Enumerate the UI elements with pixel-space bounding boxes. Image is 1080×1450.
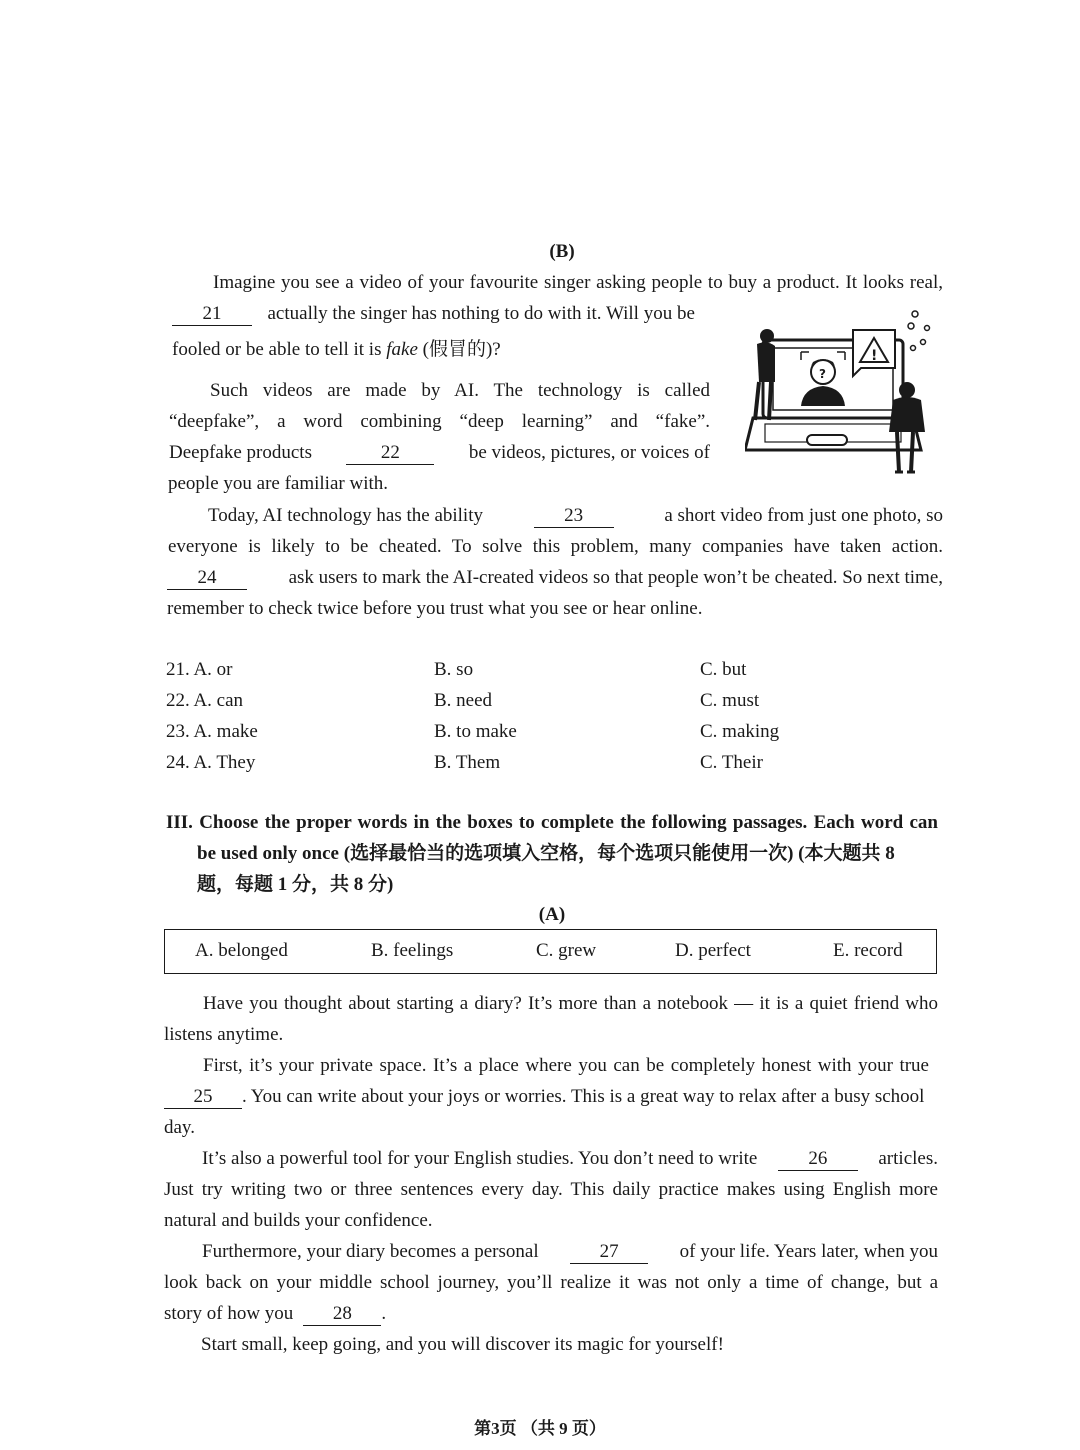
passage-text-italic: fake [386,339,418,360]
blank-25[interactable]: 25 [164,1086,242,1109]
blank-23[interactable]: 23 [534,505,614,528]
passage-a-line [202,1236,938,1267]
passage-text: be videos, pictures, or voices of [468,442,710,463]
passage-text: fooled or be able to tell it is [172,339,382,360]
part3-instruction-line: be used only once (选择最恰当的选项填入空格，每个选项只能使用一次) (本大题共 8 [197,843,895,864]
passage-b-line [172,334,501,365]
passage-a-line [164,1298,386,1329]
passage-text: articles. [878,1148,938,1169]
option-24-a[interactable]: 24. A. They [166,752,256,773]
passage-text: ask users to mark the AI-created videos so that people won’t be cheated. So next time, [288,567,943,588]
section-a-heading: (A) [538,904,566,925]
passage-b-line: remember to check twice before you trust what you see or hear online. [167,598,703,619]
passage-text: . You can write about your joys or worries. This is a great way to relax after a busy school [242,1086,925,1107]
word-option-b[interactable]: B. feelings [371,940,454,961]
word-option-e[interactable]: E. record [833,940,903,961]
passage-a-line: natural and builds your confidence. [164,1210,433,1231]
option-21-b[interactable]: B. so [434,659,474,680]
option-22-a[interactable]: 22. A. can [166,690,244,711]
passage-text: Furthermore, your diary becomes a personal [202,1241,539,1262]
option-24-c[interactable]: C. Their [700,752,763,773]
blank-21[interactable]: 21 [172,303,252,326]
passage-b-line [172,298,712,329]
option-22-c[interactable]: C. must [700,690,760,711]
passage-b-line: everyone is likely to be cheated. To solve this problem, many companies have taken action. [168,536,943,557]
svg-text:?: ? [819,367,826,381]
option-22-b[interactable]: B. need [434,690,493,711]
passage-b-line [169,437,710,468]
passage-b-line: “deepfake”, a word combining “deep learning” and “fake”. [169,411,710,432]
passage-a-line [164,1081,938,1112]
passage-a-line: day. [164,1117,195,1138]
part3-instruction-line: 题，每题 1 分，共 8 分) [197,874,394,895]
passage-a-line: listens anytime. [164,1024,284,1045]
passage-text: It’s also a powerful tool for your English studies. You don’t need to write [202,1148,758,1169]
blank-26[interactable]: 26 [778,1148,858,1171]
option-21-a[interactable]: 21. A. or [166,659,233,680]
section-b-heading: (B) [549,241,575,262]
deepfake-illustration [745,300,945,480]
passage-b-line: people you are familiar with. [168,473,389,494]
passage-b-line [167,562,943,593]
word-option-c[interactable]: C. grew [536,940,597,961]
passage-text: Today, AI technology has the ability [208,505,483,526]
word-option-a[interactable]: A. belonged [195,940,288,961]
passage-a-line: Just try writing two or three sentences every day. This daily practice makes using English more [164,1179,938,1200]
part3-instruction-line: III. Choose the proper words in the boxes to complete the following passages. Each word can [166,812,938,833]
passage-b-line: Such videos are made by AI. The technology is called [210,380,710,401]
passage-a-line: Start small, keep going, and you will discover its magic for yourself! [201,1334,724,1355]
passage-text: (假冒的)? [422,339,501,360]
word-option-d[interactable]: D. perfect [675,940,751,961]
blank-22[interactable]: 22 [346,442,434,465]
passage-text: story of how you [164,1303,294,1324]
svg-text:!: ! [871,348,878,364]
option-23-a[interactable]: 23. A. make [166,721,258,742]
passage-text: Deepfake products [169,442,312,463]
blank-27[interactable]: 27 [570,1241,648,1264]
passage-text: of your life. Years later, when you [679,1241,938,1262]
blank-28[interactable]: 28 [303,1303,381,1326]
passage-b-line: Imagine you see a video of your favourite singer asking people to buy a product. It looks real, [213,272,943,293]
passage-text: actually the singer has nothing to do with it. Will you be [267,303,695,324]
page-number: 第3页 （共 9 页） [474,1419,606,1438]
passage-text: a short video from just one photo, so [664,505,943,526]
option-24-b[interactable]: B. Them [434,752,501,773]
option-23-b[interactable]: B. to make [434,721,517,742]
blank-24[interactable]: 24 [167,567,247,590]
passage-b-line [208,500,943,531]
passage-a-line: look back on your middle school journey, you’ll realize it was not only a time of change, but a [164,1272,938,1293]
word-bank-box [164,929,937,974]
passage-a-line: Have you thought about starting a diary? It’s more than a notebook — it is a quiet friend who [203,993,938,1014]
passage-a-line: First, it’s your private space. It’s a place where you can be completely honest with your true [203,1055,929,1076]
passage-text: . [381,1303,387,1324]
option-23-c[interactable]: C. making [700,721,780,742]
passage-a-line [202,1143,938,1174]
option-21-c[interactable]: C. but [700,659,747,680]
